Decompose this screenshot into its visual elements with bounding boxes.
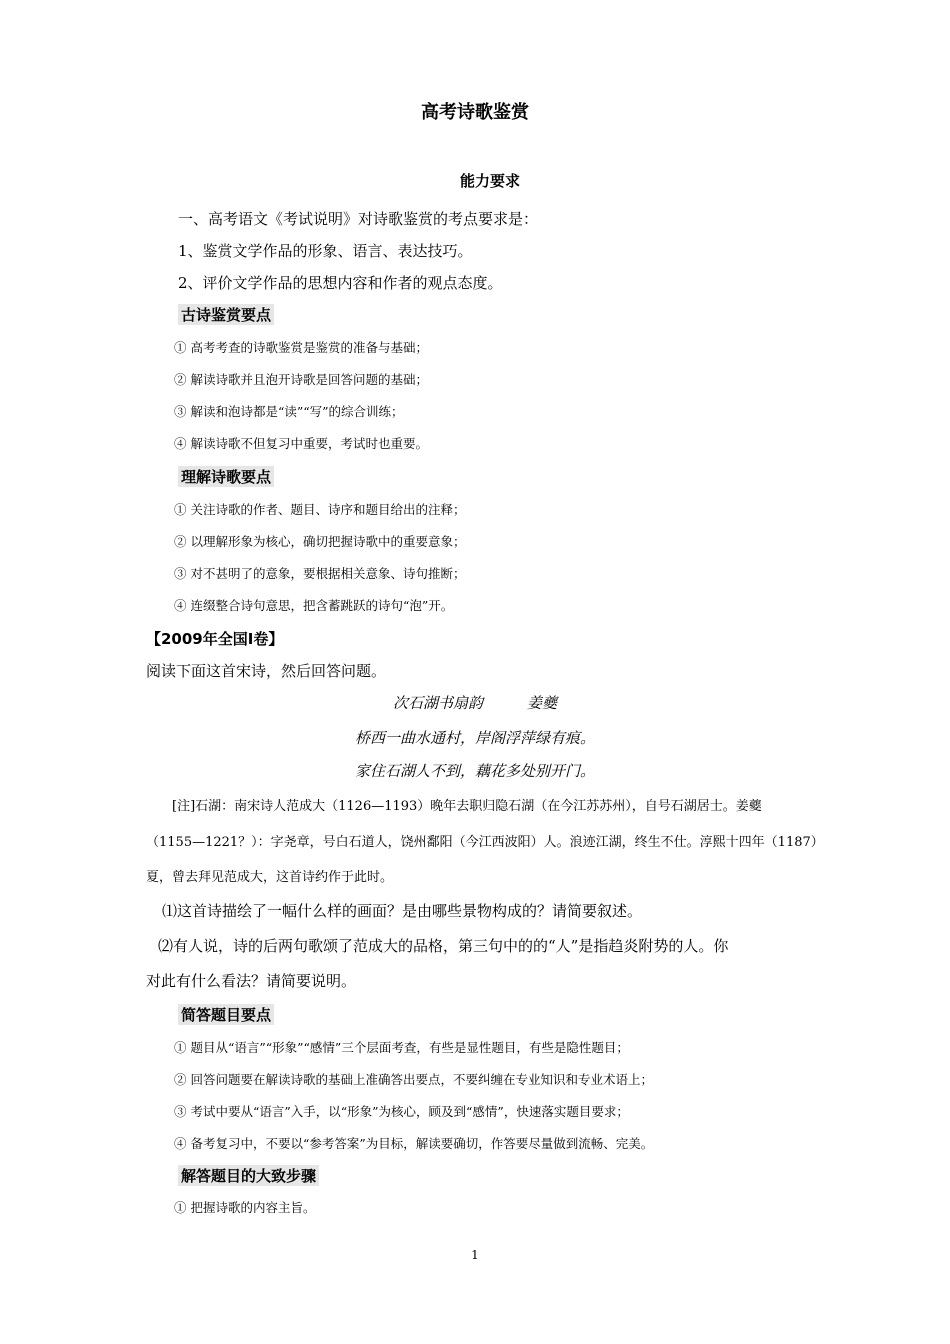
question-2-continued: 对此有什么看法？请简要说明。 xyxy=(146,972,357,990)
list-item: ② 以理解形象为核心，确切把握诗歌中的重要意象； xyxy=(174,534,466,549)
requirements-intro: 一、高考语文《考试说明》对诗歌鉴赏的考点要求是： xyxy=(178,210,539,228)
requirement-item: 2、评价文学作品的思想内容和作者的观点态度。 xyxy=(178,274,503,292)
list-item: ④ 连缀整合诗句意思，把含蓄跳跃的诗句“泡”开。 xyxy=(174,598,454,613)
list-item: ④ 解读诗歌不但复习中重要，考试时也重要。 xyxy=(174,436,428,451)
list-item: ① 题目从“语言”“形象”“感情”三个层面考查，有些是显性题目，有些是隐性题目； xyxy=(174,1040,629,1055)
section-heading: 简答题目要点 xyxy=(178,1004,274,1025)
poem-title: 次石湖书扇韵 xyxy=(392,694,483,712)
list-item: ① 把握诗歌的内容主旨。 xyxy=(174,1200,316,1215)
section-heading: 理解诗歌要点 xyxy=(178,466,274,487)
list-item: ③ 对不甚明了的意象，要根据相关意象、诗句推断； xyxy=(174,566,466,581)
list-item: ④ 备考复习中，不要以“参考答案”为目标，解读要确切，作答要尽量做到流畅、完美。 xyxy=(174,1136,654,1151)
list-item: ① 高考考查的诗歌鉴赏是鉴赏的准备与基础； xyxy=(174,340,428,355)
section-heading: 解答题目的大致步骤 xyxy=(178,1165,319,1186)
exam-instruction: 阅读下面这首宋诗，然后回答问题。 xyxy=(146,662,387,680)
question-1: ⑴这首诗描绘了一幅什么样的画面？是由哪些景物构成的？请简要叙述。 xyxy=(162,902,643,920)
list-item: ② 回答问题要在解读诗歌的基础上准确答出要点，不要纠缠在专业知识和专业术语上； xyxy=(174,1072,653,1087)
list-item: ① 关注诗歌的作者、题目、诗序和题目给出的注释； xyxy=(174,502,466,517)
poem-line: 桥西一曲水通村，岸阁浮萍绿有痕。 xyxy=(354,729,595,747)
section-subtitle: 能力要求 xyxy=(459,172,520,190)
annotation-line: [注]石湖：南宋诗人范成大（1126—1193）晚年去职归隐石湖（在今江苏苏州），自号石湖居士。姜夔 xyxy=(172,799,762,814)
section-heading: 古诗鉴赏要点 xyxy=(178,304,274,325)
page-number: 1 xyxy=(471,1248,479,1262)
annotation-line: 夏，曾去拜见范成大，这首诗约作于此时。 xyxy=(146,870,394,885)
list-item: ② 解读诗歌并且泡开诗歌是回答问题的基础； xyxy=(174,372,428,387)
poem-heading xyxy=(0,692,950,713)
list-item: ③ 解读和泡诗都是“读”“写”的综合训练； xyxy=(174,404,404,419)
poem-line: 家住石湖人不到，藕花多处别开门。 xyxy=(354,762,595,780)
question-2: ⑵有人说，诗的后两句歌颂了范成大的品格，第三句中的的“人”是指趋炎附势的人。你 xyxy=(158,937,729,955)
page-title: 高考诗歌鉴赏 xyxy=(421,102,529,123)
annotation-line: （1155—1221？）：字尧章，号白石道人，饶州鄱阳（今江西波阳）人。浪迹江湖，终生不仕。淳熙十四年（1187） xyxy=(146,835,824,850)
poem-author: 姜夔 xyxy=(527,694,558,712)
list-item: ③ 考试中要从“语言”入手，以“形象”为核心，顾及到“感情”，快速落实题目要求； xyxy=(174,1104,629,1119)
exam-label: 【2009年全国Ⅰ卷】 xyxy=(146,630,284,648)
requirement-item: 1、鉴赏文学作品的形象、语言、表达技巧。 xyxy=(178,242,473,260)
